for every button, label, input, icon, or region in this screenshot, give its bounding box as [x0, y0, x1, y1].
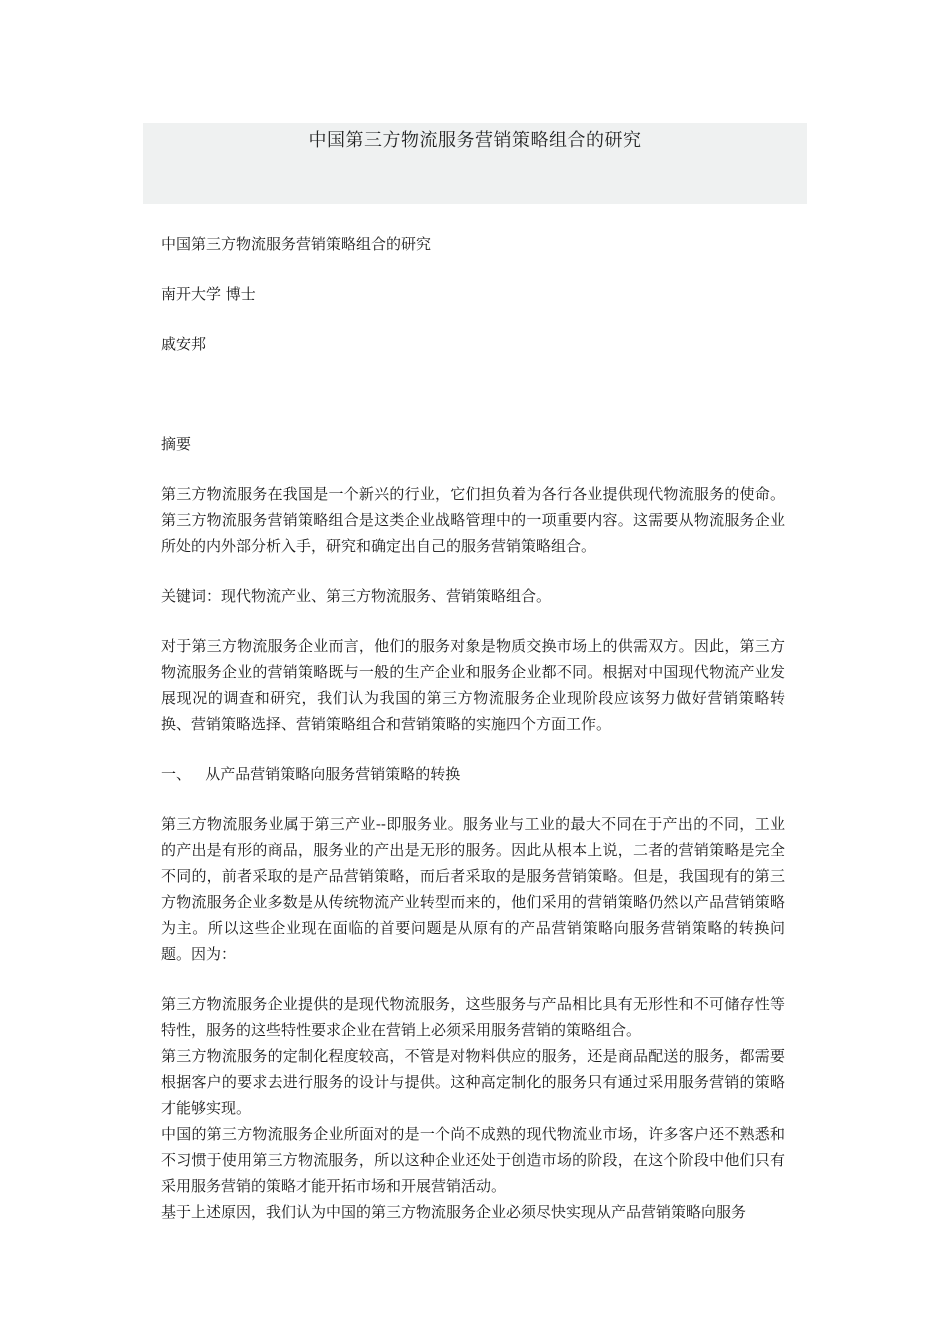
- abstract-heading: 摘要: [161, 435, 192, 453]
- reason-paragraph-3: 中国的第三方物流服务企业所面对的是一个尚不成熟的现代物流业市场，许多客户还不熟悉和不习惯于使用第三方物流服务，所以这种企业还处于创造市场的阶段，在这个阶段中他们只有采用服务营销的策略才能开拓市场和开展营销活动。: [161, 1125, 785, 1195]
- section-heading: 一、 从产品营销策略向服务营销策略的转换: [161, 765, 461, 783]
- conclusion-paragraph: 基于上述原因，我们认为中国的第三方物流服务企业必须尽快实现从产品营销策略向服务: [161, 1203, 747, 1221]
- abstract-paragraph: 第三方物流服务在我国是一个新兴的行业，它们担负着为各行各业提供现代物流服务的使命。第三方物流服务营销策略组合是这类企业战略管理中的一项重要内容。这需要从物流服务企业所处的内外部分析入手，研究和确定出自己的服务营销策略组合。: [161, 485, 785, 555]
- document-body: [161, 231, 785, 1225]
- reason-paragraph-2: 第三方物流服务的定制化程度较高，不管是对物料供应的服务，还是商品配送的服务，都需要根据客户的要求去进行服务的设计与提供。这种高定制化的服务只有通过采用服务营销的策略才能够实现。: [161, 1047, 785, 1117]
- section-paragraph: 第三方物流服务业属于第三产业--即服务业。服务业与工业的最大不同在于产出的不同，工业的产出是有形的商品，服务业的产出是无形的服务。因此从根本上说，二者的营销策略是完全不同的，前者采取的是产品营销策略，而后者采取的是服务营销策略。但是，我国现有的第三方物流服务企业多数是从传统物流产业转型而来的，他们采用的营销策略仍然以产品营销策略为主。所以这些企业现在面临的首要问题是从原有的产品营销策略向服务营销策略的转换问题。因为：: [161, 815, 785, 963]
- author-affiliation: 南开大学 博士: [161, 285, 256, 303]
- title-band: [143, 123, 807, 204]
- reason-paragraph-1: 第三方物流服务企业提供的是现代物流服务，这些服务与产品相比具有无形性和不可储存性等特性，服务的这些特性要求企业在营销上必须采用服务营销的策略组合。: [161, 995, 785, 1039]
- document-title: 中国第三方物流服务营销策略组合的研究: [308, 130, 642, 151]
- document-subtitle: 中国第三方物流服务营销策略组合的研究: [161, 235, 432, 253]
- intro-paragraph: 对于第三方物流服务企业而言，他们的服务对象是物质交换市场上的供需双方。因此，第三方物流服务企业的营销策略既与一般的生产企业和服务企业都不同。根据对中国现代物流产业发展现况的调查和研究，我们认为我国的第三方物流服务企业现阶段应该努力做好营销策略转换、营销策略选择、营销策略组合和营销策略的实施四个方面工作。: [161, 637, 785, 733]
- author-name: 戚安邦: [161, 335, 207, 353]
- keywords-line: 关键词：现代物流产业、第三方物流服务、营销策略组合。: [161, 587, 552, 605]
